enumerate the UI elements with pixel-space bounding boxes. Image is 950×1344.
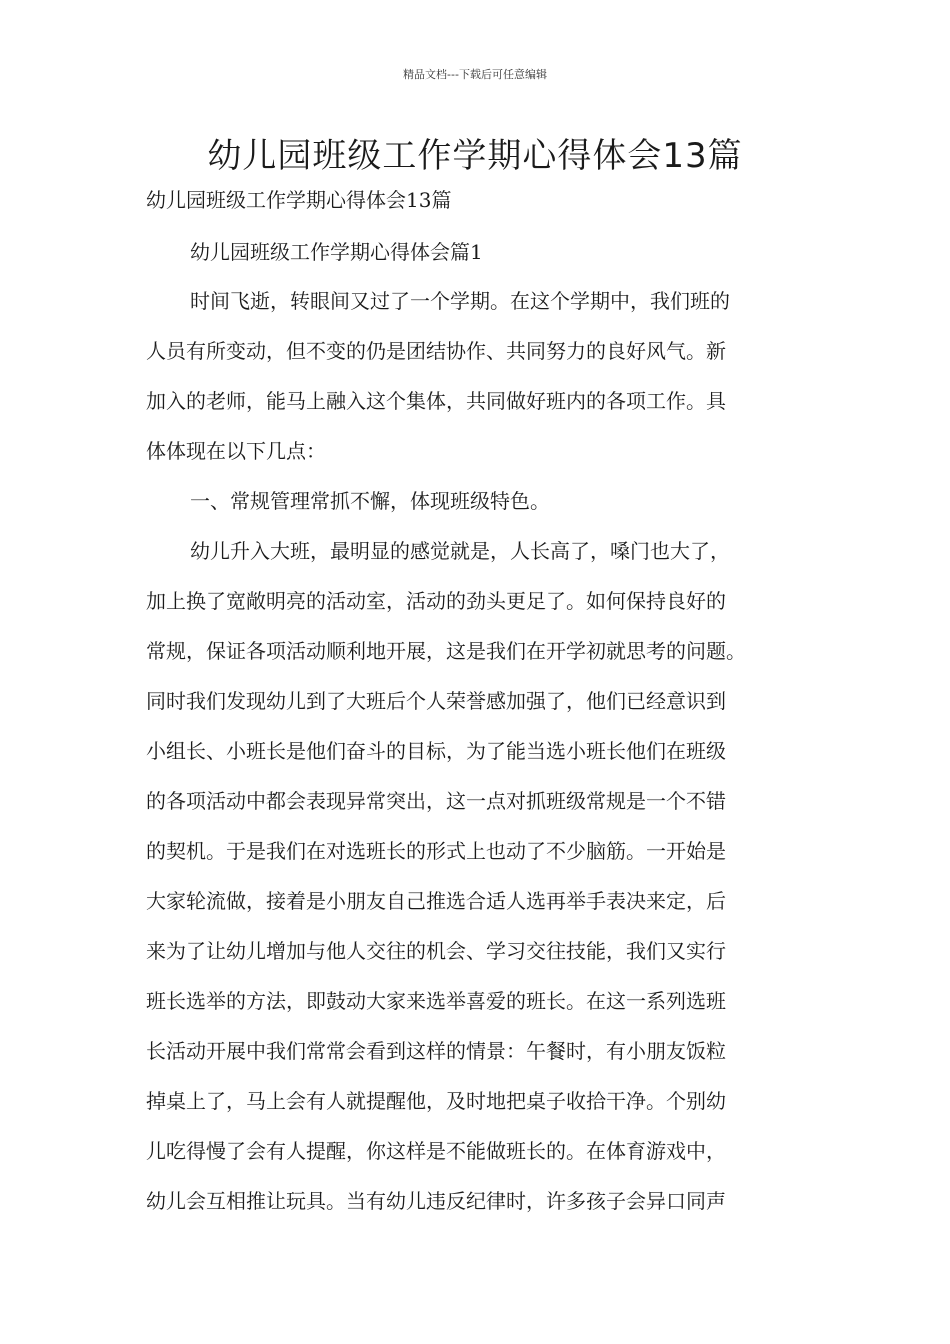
paragraph-line: 人员有所变动，但不变的仍是团结协作、共同努力的良好风气。新 [146, 339, 726, 363]
header-note: 精品文档---下载后可任意编辑 [403, 68, 547, 81]
paragraph-line: 幼儿升入大班，最明显的感觉就是，人长高了，嗓门也大了， [190, 539, 730, 563]
paragraph-line: 来为了让幼儿增加与他人交往的机会、学习交往技能，我们又实行 [146, 939, 726, 963]
paragraph-line: 小组长、小班长是他们奋斗的目标，为了能当选小班长他们在班级 [146, 739, 726, 763]
paragraph-line: 加上换了宽敞明亮的活动室，活动的劲头更足了。如何保持良好的 [146, 589, 726, 613]
point-heading-1 [146, 476, 806, 526]
paragraph-line: 时间飞逝，转眼间又过了一个学期。在这个学期中，我们班的 [190, 289, 730, 313]
paragraph-line: 的契机。于是我们在对选班长的形式上也动了不少脑筋。一开始是 [146, 839, 726, 863]
paragraph-line: 常规，保证各项活动顺利地开展，这是我们在开学初就思考的问题。 [146, 639, 746, 663]
paragraph-line: 长活动开展中我们常常会看到这样的情景：午餐时，有小朋友饭粒 [146, 1039, 726, 1063]
paragraph-line: 班长选举的方法，即鼓动大家来选举喜爱的班长。在这一系列选班 [146, 989, 726, 1013]
paragraph-1 [146, 276, 806, 476]
point-heading-text: 一、常规管理常抓不懈，体现班级特色。 [190, 489, 550, 513]
paragraph-line: 的各项活动中都会表现异常突出，这一点对抓班级常规是一个不错 [146, 789, 726, 813]
paragraph-line: 加入的老师，能马上融入这个集体，共同做好班内的各项工作。具 [146, 389, 726, 413]
document-title: 幼儿园班级工作学期心得体会13篇 [207, 136, 743, 176]
paragraph-line: 大家轮流做，接着是小朋友自己推选合适人选再举手表决来定，后 [146, 889, 726, 913]
section-heading: 幼儿园班级工作学期心得体会篇1 [190, 240, 483, 264]
paragraph-line: 儿吃得慢了会有人提醒，你这样是不能做班长的。在体育游戏中， [146, 1139, 726, 1163]
paragraph-2 [146, 526, 806, 1226]
paragraph-line: 同时我们发现幼儿到了大班后个人荣誉感加强了，他们已经意识到 [146, 689, 726, 713]
document-subtitle: 幼儿园班级工作学期心得体会13篇 [146, 188, 452, 212]
paragraph-line: 体体现在以下几点： [146, 439, 326, 463]
paragraph-line: 幼儿会互相推让玩具。当有幼儿违反纪律时，许多孩子会异口同声 [146, 1189, 726, 1213]
paragraph-line: 掉桌上了，马上会有人就提醒他，及时地把桌子收拾干净。个别幼 [146, 1089, 726, 1113]
